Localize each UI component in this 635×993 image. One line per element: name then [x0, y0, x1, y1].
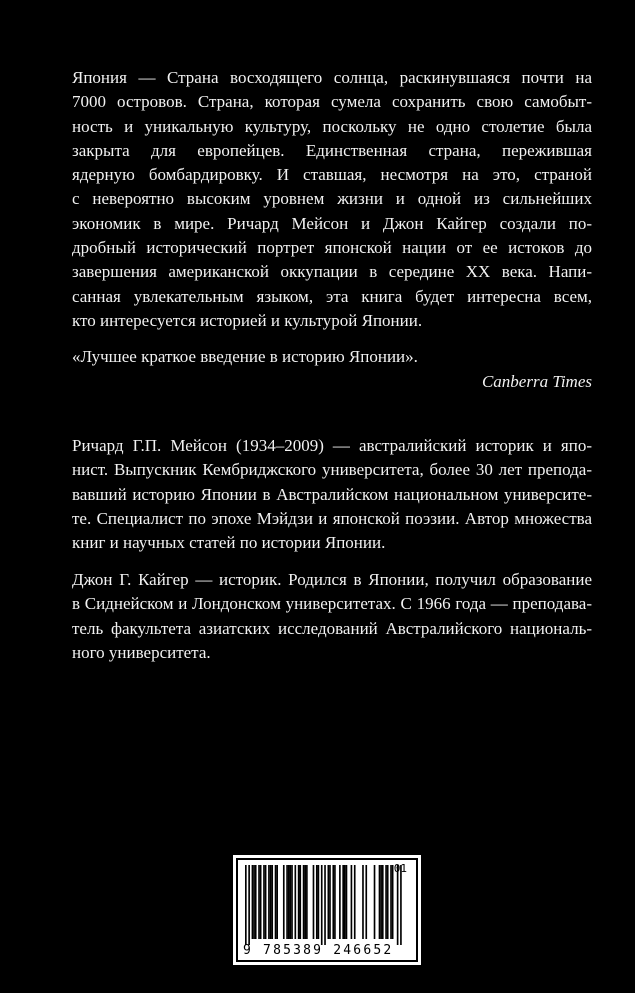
text-line: нист. Выпускник Кембриджского университета, более 30 лет препода-	[72, 460, 592, 480]
review-quote	[72, 345, 592, 369]
author-bio-mason	[72, 434, 592, 555]
review-source: Canberra Times	[481, 372, 592, 391]
text-line: с невероятно высоким уровнем жизни и одной из сильнейших	[72, 189, 592, 209]
text-line: ность и уникальную культуру, поскольку не одно столетие была	[72, 116, 592, 136]
isbn-barcode	[233, 855, 421, 965]
barcode-suffix: 01	[393, 862, 407, 875]
text-line: экономик в мире. Ричард Мейсон и Джон Кайгер создали по-	[72, 213, 592, 233]
text-line: тель факультета азиатских исследований Австралийского националь-	[72, 618, 592, 638]
author-bio-kaiger	[72, 568, 592, 665]
text-line: Япония — Страна восходящего солнца, раскинувшаяся почти на	[72, 68, 592, 87]
text-line: ядерную бомбардировку. И ставшая, несмотря на это, страной	[72, 165, 592, 185]
text-line: ного университета.	[72, 642, 211, 662]
review-quote-text: «Лучшее краткое введение в историю Японии».	[72, 347, 418, 366]
book-description	[72, 66, 592, 333]
text-line: 7000 островов. Страна, которая сумела сохранить свою самобыт-	[72, 92, 592, 112]
text-line: завершения американской оккупации в середине XX века. Напи-	[72, 262, 592, 282]
text-line: вавший историю Японии в Австралийском национальном университе-	[72, 484, 592, 504]
text-line: книг и научных статей по истории Японии.	[72, 533, 386, 553]
text-line: те. Специалист по эпохе Мэйдзи и японской поэзии. Автор множества	[72, 508, 592, 528]
text-line: дробный исторический портрет японской нации от ее истоков до	[72, 238, 592, 258]
text-line: санная увлекательным языком, эта книга будет интересна всем,	[72, 286, 592, 306]
text-line: Ричард Г.П. Мейсон (1934–2009) — австралийский историк и япо-	[72, 436, 592, 455]
barcode-digits: 9 785389 246652	[243, 943, 394, 958]
text-line: кто интересуется историей и культурой Японии.	[72, 310, 423, 330]
text-line: закрыта для европейцев. Единственная страна, пережившая	[72, 140, 592, 160]
text-line: в Сиднейском и Лондонском университетах. С 1966 года — преподава-	[72, 594, 592, 614]
text-line: Джон Г. Кайгер — историк. Родился в Японии, получил образование	[72, 570, 592, 589]
